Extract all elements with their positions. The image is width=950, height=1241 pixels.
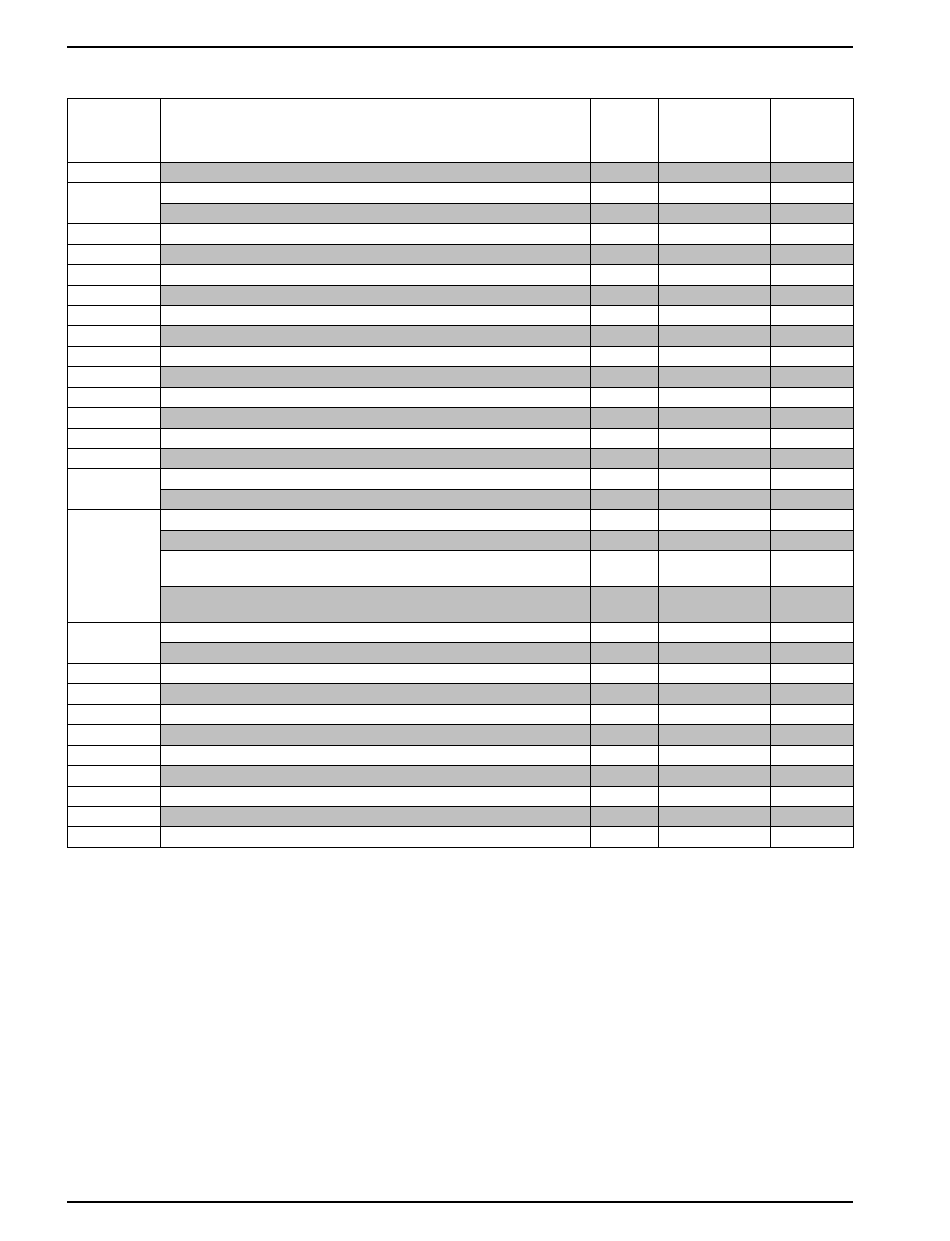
header-rule (67, 46, 853, 48)
table-cell (161, 807, 591, 827)
table-cell (591, 286, 659, 306)
table-cell (591, 469, 659, 490)
table-cell (771, 224, 854, 245)
table-cell (68, 408, 161, 429)
table-cell (659, 510, 771, 531)
table-cell (771, 347, 854, 367)
table-cell (591, 587, 659, 623)
table-cell (771, 827, 854, 848)
table-row (68, 643, 854, 664)
table-cell (591, 623, 659, 643)
table-cell (68, 388, 161, 408)
table-row (68, 388, 854, 408)
table-cell (659, 766, 771, 787)
table-row (68, 827, 854, 848)
table-row (68, 429, 854, 449)
header-cell (591, 99, 659, 163)
table-cell (659, 787, 771, 807)
table-cell (771, 787, 854, 807)
table-cell (659, 490, 771, 510)
header-cell (771, 99, 854, 163)
table-cell (591, 551, 659, 587)
table-cell (591, 388, 659, 408)
table-cell (771, 183, 854, 204)
table-cell (161, 265, 591, 286)
table-cell (771, 408, 854, 429)
table-cell (68, 163, 161, 183)
table-cell (68, 265, 161, 286)
table-cell (771, 265, 854, 286)
table-cell (771, 204, 854, 224)
table-row (68, 204, 854, 224)
table-cell (659, 408, 771, 429)
table-cell (161, 326, 591, 347)
table-cell (161, 367, 591, 388)
table-cell (659, 163, 771, 183)
table-cell (68, 664, 161, 684)
table-cell (591, 163, 659, 183)
table-cell (591, 347, 659, 367)
table-cell (771, 286, 854, 306)
table-cell (771, 725, 854, 746)
table-cell (591, 224, 659, 245)
table-cell (68, 510, 161, 623)
header-cell (659, 99, 771, 163)
table-header-row (68, 99, 854, 163)
table-cell (659, 664, 771, 684)
header-cell (161, 99, 591, 163)
table-cell (161, 664, 591, 684)
table-cell (659, 449, 771, 469)
table-cell (161, 183, 591, 204)
table-cell (659, 623, 771, 643)
table-cell (161, 510, 591, 531)
table-cell (659, 326, 771, 347)
table-row (68, 367, 854, 388)
table-cell (68, 429, 161, 449)
table-cell (161, 388, 591, 408)
table-cell (771, 490, 854, 510)
table-cell (771, 766, 854, 787)
table-cell (161, 705, 591, 725)
table-cell (659, 807, 771, 827)
table-cell (659, 551, 771, 587)
table-cell (659, 643, 771, 664)
table-cell (659, 204, 771, 224)
table-cell (771, 643, 854, 664)
table-cell (771, 746, 854, 766)
table-cell (591, 725, 659, 746)
table-cell (591, 705, 659, 725)
table-row (68, 286, 854, 306)
table-row (68, 766, 854, 787)
table-cell (591, 367, 659, 388)
table-cell (161, 429, 591, 449)
table-cell (68, 367, 161, 388)
table-cell (771, 326, 854, 347)
table-row (68, 746, 854, 766)
table-cell (68, 766, 161, 787)
table-cell (591, 643, 659, 664)
table-cell (771, 531, 854, 551)
table-cell (771, 388, 854, 408)
table-row (68, 408, 854, 429)
table-cell (591, 429, 659, 449)
table-row (68, 787, 854, 807)
table-cell (161, 531, 591, 551)
table-cell (161, 643, 591, 664)
table-cell (161, 490, 591, 510)
table-cell (161, 163, 591, 183)
table-cell (771, 705, 854, 725)
table-row (68, 163, 854, 183)
table-cell (659, 265, 771, 286)
table-cell (68, 347, 161, 367)
table-row (68, 531, 854, 551)
table-cell (68, 183, 161, 224)
table-cell (591, 265, 659, 286)
table-row (68, 245, 854, 265)
table-cell (659, 827, 771, 848)
table-cell (659, 224, 771, 245)
table-cell (68, 623, 161, 664)
table-cell (591, 766, 659, 787)
table-cell (161, 623, 591, 643)
table-row (68, 705, 854, 725)
data-table (67, 98, 854, 848)
table-cell (659, 705, 771, 725)
table-cell (771, 684, 854, 705)
table-cell (771, 163, 854, 183)
table-cell (591, 787, 659, 807)
table-cell (591, 510, 659, 531)
table-cell (161, 766, 591, 787)
table-cell (591, 204, 659, 224)
table-cell (771, 551, 854, 587)
table-row (68, 306, 854, 326)
table-cell (771, 664, 854, 684)
table-row (68, 326, 854, 347)
table-cell (161, 469, 591, 490)
table-cell (68, 449, 161, 469)
table-cell (591, 827, 659, 848)
table-cell (771, 367, 854, 388)
table-cell (591, 684, 659, 705)
table-cell (771, 449, 854, 469)
table-cell (771, 587, 854, 623)
table-cell (68, 725, 161, 746)
table-cell (68, 787, 161, 807)
table-cell (161, 449, 591, 469)
footer-rule (67, 1201, 853, 1203)
table-cell (161, 245, 591, 265)
table-cell (161, 827, 591, 848)
table-row (68, 490, 854, 510)
table-cell (659, 388, 771, 408)
table-cell (161, 306, 591, 326)
table-cell (771, 469, 854, 490)
table-cell (161, 204, 591, 224)
table-row (68, 449, 854, 469)
table-row (68, 587, 854, 623)
table-cell (161, 587, 591, 623)
table-cell (659, 183, 771, 204)
table-cell (68, 807, 161, 827)
table-cell (659, 245, 771, 265)
table-cell (659, 306, 771, 326)
table-cell (771, 807, 854, 827)
table-cell (659, 469, 771, 490)
table-cell (161, 347, 591, 367)
table-cell (771, 429, 854, 449)
table-row (68, 725, 854, 746)
table-cell (771, 306, 854, 326)
table-cell (591, 245, 659, 265)
table-cell (591, 306, 659, 326)
table-cell (161, 551, 591, 587)
table-row (68, 664, 854, 684)
table-cell (161, 408, 591, 429)
table-cell (68, 245, 161, 265)
table-cell (591, 807, 659, 827)
table-row (68, 807, 854, 827)
table-row (68, 510, 854, 531)
table-row (68, 183, 854, 204)
table-cell (161, 286, 591, 306)
table-cell (591, 746, 659, 766)
header-cell (68, 99, 161, 163)
table-cell (68, 684, 161, 705)
table-cell (161, 224, 591, 245)
table-cell (68, 746, 161, 766)
table-cell (659, 531, 771, 551)
table-cell (591, 664, 659, 684)
table-cell (161, 787, 591, 807)
table-cell (659, 587, 771, 623)
table-cell (659, 347, 771, 367)
table-cell (161, 725, 591, 746)
table-row (68, 551, 854, 587)
table-cell (68, 286, 161, 306)
table-row (68, 623, 854, 643)
table-cell (659, 684, 771, 705)
table-cell (591, 326, 659, 347)
table-cell (659, 286, 771, 306)
table-cell (591, 183, 659, 204)
table-cell (771, 623, 854, 643)
table-cell (68, 469, 161, 510)
table-cell (659, 429, 771, 449)
table-cell (591, 490, 659, 510)
table-cell (161, 684, 591, 705)
table-cell (659, 367, 771, 388)
table-cell (68, 224, 161, 245)
table-cell (161, 746, 591, 766)
table-row (68, 265, 854, 286)
table-cell (591, 531, 659, 551)
table-cell (68, 306, 161, 326)
table-row (68, 684, 854, 705)
table-cell (591, 449, 659, 469)
table-row (68, 224, 854, 245)
table-cell (68, 705, 161, 725)
table-cell (68, 326, 161, 347)
table-cell (771, 245, 854, 265)
table-cell (659, 725, 771, 746)
table-row (68, 469, 854, 490)
table-cell (771, 510, 854, 531)
table-cell (591, 408, 659, 429)
table-cell (68, 827, 161, 848)
table-cell (659, 746, 771, 766)
table-row (68, 347, 854, 367)
